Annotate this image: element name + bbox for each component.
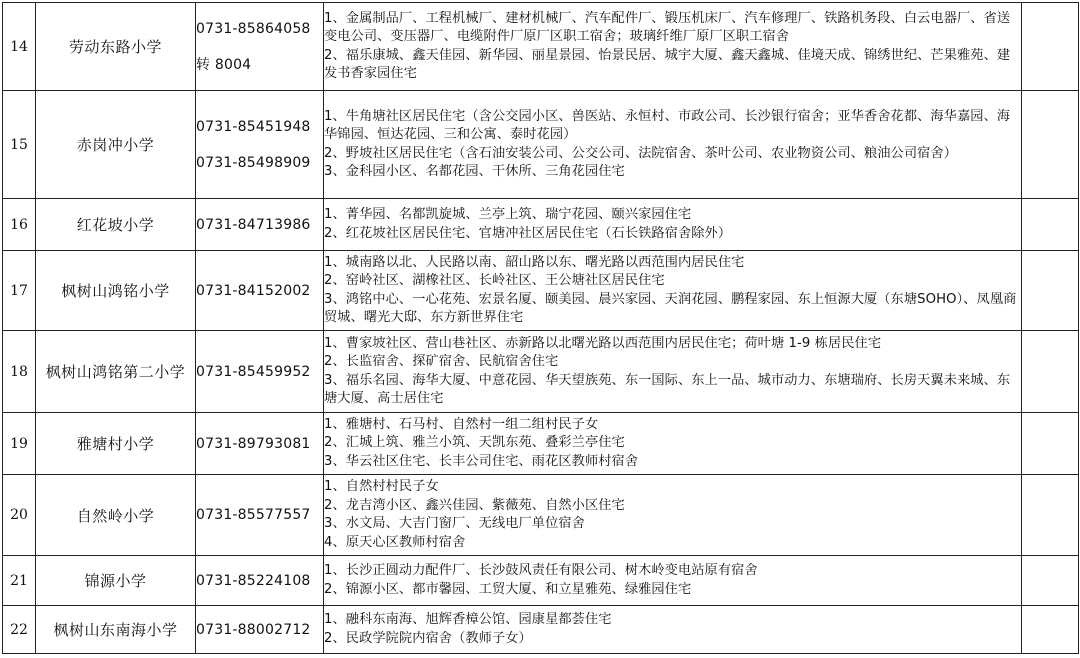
row-number: 15 [3, 91, 36, 199]
enrollment-area-cell [324, 331, 1022, 413]
school-name: 锦源小学 [36, 556, 196, 606]
phone-cell [196, 556, 324, 606]
area-item: 2、窑岭社区、湖橡社区、长岭社区、王公塘社区居民住宅 [324, 273, 665, 288]
area-item: 3、鸿铭中心、一心花苑、宏景名厦、颐美园、晨兴家园、天润花园、鹏程家园、东上恒源大厦（东塘SOHO）、凤凰商贸城、曙光大邸、东方新世界住宅 [324, 291, 1017, 325]
area-item: 1、菁华园、名都凯旋城、兰亭上筑、瑞宁花园、颐兴家园住宅 [324, 207, 692, 222]
area-item: 4、原天心区教师村宿舍 [324, 534, 466, 550]
area-item: 1、雅塘村、石马村、自然村一组二组村民子女 [324, 416, 599, 432]
phone-cell [196, 606, 324, 654]
area-item: 3、金科园小区、名都花园、干休所、三角花园住宅 [324, 164, 625, 179]
phone-number: 0731-84152002 [196, 282, 311, 299]
school-zone-table [2, 2, 1079, 654]
area-item: 3、福乐名园、海华大厦、中意花园、华天望族苑、东一国际、东上一品、城市动力、东塘瑞府、长房天翼未来城、东塘大厦、高士居住宅 [324, 372, 1011, 406]
row-number: 19 [3, 413, 36, 475]
table-row [3, 3, 1079, 91]
phone-cell [196, 475, 324, 556]
phone-cell [196, 413, 324, 475]
empty-cell [1022, 91, 1079, 199]
area-item: 3、华云社区住宅、长丰公司住宅、雨花区教师村宿舍 [324, 453, 639, 469]
area-item: 2、锦源小区、都市馨园、工贸大厦、和立星雅苑、绿雅园住宅 [324, 581, 692, 597]
table-row [3, 556, 1079, 606]
row-number: 21 [3, 556, 36, 606]
enrollment-area-cell [324, 413, 1022, 475]
area-item: 2、长监宿舍、探矿宿舍、民航宿舍住宅 [324, 354, 559, 369]
row-number: 14 [3, 3, 36, 91]
area-item: 1、自然村村民子女 [324, 479, 439, 494]
phone-cell [196, 331, 324, 413]
empty-cell [1022, 3, 1079, 91]
area-item: 1、金属制品厂、工程机械厂、建材机械厂、汽车配件厂、锻压机床厂、汽车修理厂、铁路机务段、白云电器厂、省送变电公司、变压器厂、电缆附件厂原厂区职工宿舍；玻璃纤维厂原厂区职工宿舍 [324, 10, 1011, 44]
phone-number: 0731-85498909 [196, 154, 311, 171]
row-number: 20 [3, 475, 36, 556]
area-item: 1、牛角塘社区居民住宅（含公交园小区、兽医站、永恒村、市政公司、长沙银行宿舍；亚华香舍花都、海华嘉园、海华锦园、恒达花园、三和公寓、泰时花园） [324, 108, 1011, 142]
table-row [3, 91, 1079, 199]
row-number: 22 [3, 606, 36, 654]
phone-spacer [196, 38, 323, 56]
enrollment-area-cell [324, 251, 1022, 331]
enrollment-area-cell [324, 606, 1022, 654]
phone-spacer [196, 136, 323, 154]
table-row [3, 331, 1079, 413]
row-number: 17 [3, 251, 36, 331]
area-item: 1、城南路以北、人民路以南、韶山路以东、曙光路以西范围内居民住宅 [324, 254, 745, 270]
phone-number: 0731-85864058 [196, 20, 311, 37]
school-name: 红花坡小学 [36, 199, 196, 251]
phone-cell [196, 251, 324, 331]
phone-cell [196, 199, 324, 251]
phone-number: 0731-85224108 [196, 572, 311, 589]
phone-cell [196, 3, 324, 91]
phone-number: 0731-85577557 [196, 507, 311, 523]
phone-number: 0731-85459952 [196, 363, 311, 380]
school-name: 自然岭小学 [36, 475, 196, 556]
area-item: 2、野坡社区居民住宅（含石油安装公司、公交公司、法院宿舍、茶叶公司、农业物资公司、粮油公司宿舍） [324, 145, 957, 161]
phone-number: 0731-84713986 [196, 216, 311, 233]
enrollment-area-cell [324, 556, 1022, 606]
phone-number: 0731-88002712 [196, 621, 311, 638]
enrollment-area-cell [324, 3, 1022, 91]
enrollment-area-cell [324, 199, 1022, 251]
area-item: 1、长沙正圆动力配件厂、长沙鼓风责任有限公司、树木岭变电站原有宿舍 [324, 563, 758, 578]
school-name: 枫树山鸿铭第二小学 [36, 331, 196, 413]
area-item: 3、水文局、大吉门窗厂、无线电厂单位宿舍 [324, 516, 585, 531]
area-item: 1、曹家坡社区、营山巷社区、赤新路以北曙光路以西范围内居民住宅；荷叶塘 1-9 栋居民住宅 [324, 335, 882, 351]
area-item: 2、龙吉湾小区、鑫兴佳园、紫薇苑、自然小区住宅 [324, 497, 625, 513]
empty-cell [1022, 251, 1079, 331]
area-item: 2、红花坡社区居民住宅、官塘冲社区居民住宅（石长铁路宿舍除外） [324, 225, 732, 241]
table-row [3, 199, 1079, 251]
empty-cell [1022, 199, 1079, 251]
phone-number: 0731-85451948 [196, 118, 311, 135]
table-body [3, 3, 1079, 654]
enrollment-area-cell [324, 475, 1022, 556]
school-name: 赤岗冲小学 [36, 91, 196, 199]
row-number: 18 [3, 331, 36, 413]
area-item: 1、融科东南海、旭辉香樟公馆、园康星都荟住宅 [324, 612, 612, 627]
empty-cell [1022, 556, 1079, 606]
area-item: 2、汇城上筑、雅兰小筑、天凯东苑、叠彩兰亭住宅 [324, 435, 625, 451]
area-item: 2、福乐康城、鑫天佳园、新华园、丽星景园、怡景民居、城宇大厦、鑫天鑫城、佳境天成、锦绣世纪、芒果雅苑、建发书香家园住宅 [324, 47, 1011, 81]
row-number: 16 [3, 199, 36, 251]
empty-cell [1022, 475, 1079, 556]
empty-cell [1022, 606, 1079, 654]
table-row [3, 475, 1079, 556]
table-row [3, 413, 1079, 475]
enrollment-area-cell [324, 91, 1022, 199]
school-name: 劳动东路小学 [36, 3, 196, 91]
table-row [3, 251, 1079, 331]
area-item: 2、民政学院院内宿舍（教师子女） [324, 630, 532, 646]
school-name: 枫树山东南海小学 [36, 606, 196, 654]
school-name: 雅塘村小学 [36, 413, 196, 475]
phone-extension: 转 8004 [196, 56, 252, 73]
table-row [3, 606, 1079, 654]
phone-cell [196, 91, 324, 199]
empty-cell [1022, 331, 1079, 413]
phone-number: 0731-89793081 [196, 435, 311, 452]
school-name: 枫树山鸿铭小学 [36, 251, 196, 331]
empty-cell [1022, 413, 1079, 475]
